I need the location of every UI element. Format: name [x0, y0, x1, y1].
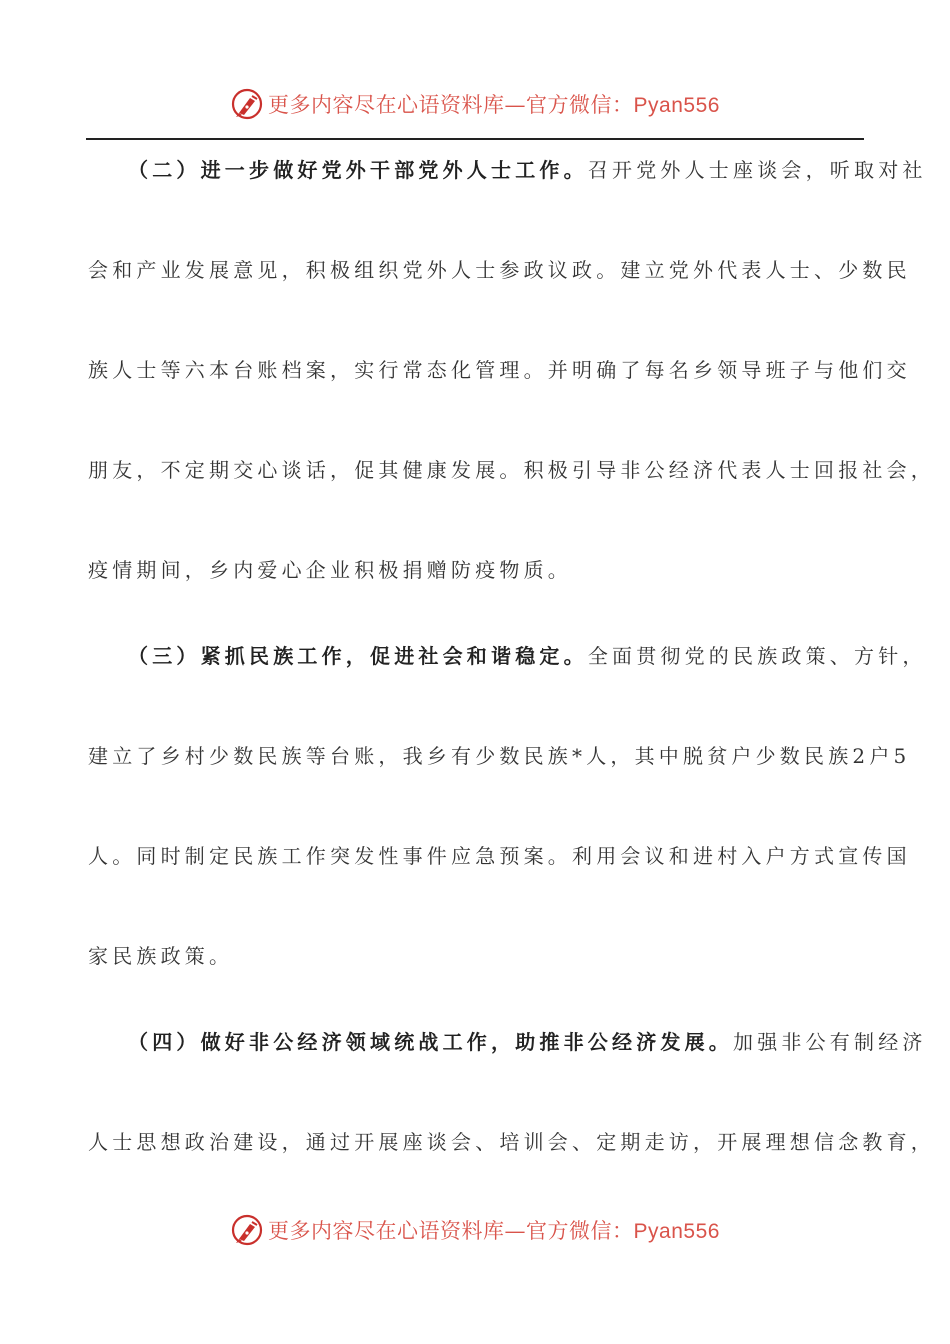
paragraph-line [128, 642, 927, 670]
paragraph-line: 人士思想政治建设，通过开展座谈会、培训会、定期走访，开展理想信念教育， [88, 1130, 935, 1154]
section-heading: （二）进一步做好党外干部党外人士工作。 [128, 158, 588, 182]
line-text: 加强非公有制经济 [733, 1030, 927, 1054]
header-divider [86, 138, 864, 140]
line-text: 全面贯彻党的民族政策、方针， [587, 644, 927, 668]
section-heading: （四）做好非公经济领域统战工作，助推非公经济发展。 [128, 1030, 733, 1054]
footer-banner [0, 1210, 950, 1250]
pen-nib-logo-icon [230, 87, 264, 121]
paragraph-line: 人。同时制定民族工作突发性事件应急预案。利用会议和进村入户方式宣传国 [88, 844, 911, 868]
pen-nib-logo-icon [230, 1213, 264, 1247]
header-wechat-handle: Pyan556 [633, 94, 720, 117]
header-banner [0, 84, 950, 124]
paragraph-line: 家民族政策。 [88, 944, 234, 968]
footer-wechat-handle: Pyan556 [633, 1220, 720, 1243]
paragraph-line: 建立了乡村少数民族等台账，我乡有少数民族*人，其中脱贫户少数民族2户5 [88, 744, 911, 768]
paragraph-line: 疫情期间，乡内爱心企业积极捐赠防疫物质。 [88, 558, 572, 582]
header-banner-text: 更多内容尽在心语资料库—官方微信：Pyan556 [268, 93, 720, 117]
paragraph-line: 会和产业发展意见，积极组织党外人士参政议政。建立党外代表人士、少数民 [88, 258, 911, 282]
line-text: 召开党外人士座谈会，听取对社 [587, 158, 927, 182]
paragraph-line: 朋友，不定期交心谈话，促其健康发展。积极引导非公经济代表人士回报社会， [88, 458, 935, 482]
section-heading: （三）紧抓民族工作，促进社会和谐稳定。 [128, 644, 588, 668]
footer-banner-text: 更多内容尽在心语资料库—官方微信：Pyan556 [268, 1219, 720, 1243]
paragraph-line [128, 156, 927, 184]
paragraph-line [128, 1028, 927, 1056]
paragraph-line: 族人士等六本台账档案，实行常态化管理。并明确了每名乡领导班子与他们交 [88, 358, 911, 382]
